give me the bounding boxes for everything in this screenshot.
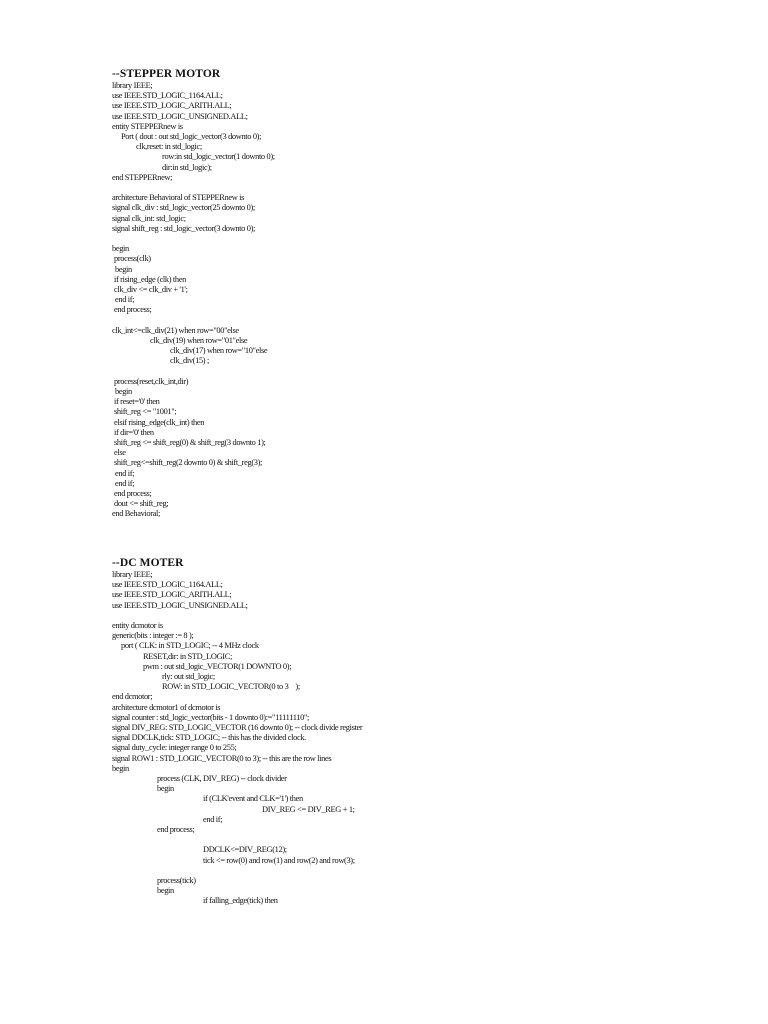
code-line: process (CLK, DIV_REG) -- clock divider [157,774,287,783]
code-line: clk_int<=clk_div(21) when row="00"else [112,325,239,335]
code-line: dout <= shift_reg; [114,499,169,509]
code-line: end if; [115,295,135,305]
code-line: entity STEPPERnew is [112,121,183,131]
code-line: end process; [114,489,152,498]
code-line: begin [157,784,174,794]
code-line: if rising_edge (clk) then [114,274,186,284]
code-line: if dir='0' then [114,427,154,437]
code-line: signal DIV_REG: STD_LOGIC_VECTOR (16 downto 0); -- clock divide register [112,723,363,732]
code-line: clk_div <= clk_div + '1'; [114,285,188,294]
code-line: use IEEE.STD_LOGIC_ARITH.ALL; [112,101,232,111]
code-line: elsif rising_edge(clk_int) then [114,417,205,427]
code-line: signal counter : std_logic_vector(bits - 1 downto 0):="11111110"; [112,712,309,722]
code-line: process(reset,clk_int,dir) [114,376,189,386]
code-line: clk_div(19) when row="01"else [150,336,248,345]
code-line: if (CLK'event and CLK='1') then [203,794,303,804]
code-line: clk,reset: in std_logic; [136,142,202,152]
code-line: end process; [114,305,152,315]
code-line: shift_reg<=shift_reg(2 downto 0) & shift_reg(3); [114,458,263,468]
code-line: signal DDCLK,tick: STD_LOGIC; -- this has the divided clock. [112,733,306,743]
code-line: begin [112,763,129,773]
code-line: signal ROW1 : STD_LOGIC_VECTOR(0 to 3); -- this are the row lines [112,753,332,763]
code-line: process(clk) [114,254,151,264]
code-line: signal duty_cycle: integer range 0 to 255; [112,743,237,753]
code-line: shift_reg <= shift_reg(0) & shift_reg(3 downto 1); [114,438,266,447]
code-line: library IEEE; [112,570,153,579]
code-line: end Behavioral; [112,509,161,519]
code-line: DDCLK<=DIV_REG(12); [203,845,287,855]
code-line: RESET,dir: in STD_LOGIC; [143,651,232,661]
code-line: clk_div(15) ; [170,356,209,366]
code-line: entity dcmotor is [112,621,163,630]
code-line: end STEPPERnew; [112,172,173,182]
code-line: tick <= row(0) and row(1) and row(2) and row(3); [203,855,355,865]
code-line: end if; [203,814,223,824]
code-line: end if; [115,468,135,478]
code-line: begin [115,264,132,274]
code-line: if reset='0' then [114,397,160,407]
code-line: else [114,448,126,458]
code-line: row:in std_logic_vector(1 downto 0); [162,152,275,162]
code-line: dir:in std_logic); [162,162,212,172]
code-line: use IEEE.STD_LOGIC_1164.ALL; [112,580,223,590]
code-line: rly: out std_logic; [162,672,215,681]
code-line: end process; [157,825,195,834]
code-line: begin [115,387,132,396]
code-line: Port ( dout : out std_logic_vector(3 downto 0); [121,132,262,141]
code-line: architecture dcmotor1 of dcmotor is [112,702,221,712]
code-line: use IEEE.STD_LOGIC_UNSIGNED.ALL; [112,600,248,610]
code-line: DIV_REG <= DIV_REG + 1; [262,804,355,814]
code-line: if falling_edge(tick) then [203,896,278,906]
code-line: architecture Behavioral of STEPPERnew is [112,193,245,203]
code-line: signal clk_div : std_logic_vector(25 downto 0); [112,203,255,213]
code-line: use IEEE.STD_LOGIC_UNSIGNED.ALL; [112,111,248,121]
code-line: use IEEE.STD_LOGIC_ARITH.ALL; [112,590,232,600]
code-line: end if; [115,478,135,488]
section-heading-stepper-motor: --STEPPER MOTOR [112,68,221,80]
code-line: pwm : out std_logic_VECTOR(1 DOWNTO 0); [143,661,292,671]
code-line: begin [157,886,174,896]
code-line: use IEEE.STD_LOGIC_1164.ALL; [112,91,223,101]
code-line: ROW: in STD_LOGIC_VECTOR(0 to 3 ); [162,682,300,692]
code-line: signal clk_int: std_logic; [112,213,186,223]
code-line: port ( CLK: in STD_LOGIC; -- 4 MHz clock [121,641,259,651]
code-line: clk_div(17) when row="10"else [170,346,268,356]
section-heading-dc-motor: --DC MOTER [112,557,184,569]
code-line: generic(bits : integer := 8 ); [112,631,194,641]
code-line: signal shift_reg : std_logic_vector(3 downto 0); [112,223,255,233]
code-line: shift_reg <= "1001"; [114,407,177,417]
code-line: library IEEE; [112,81,153,90]
code-line: process(tick) [157,876,196,885]
code-line: end dcmotor; [112,692,153,702]
code-line: begin [112,244,129,254]
